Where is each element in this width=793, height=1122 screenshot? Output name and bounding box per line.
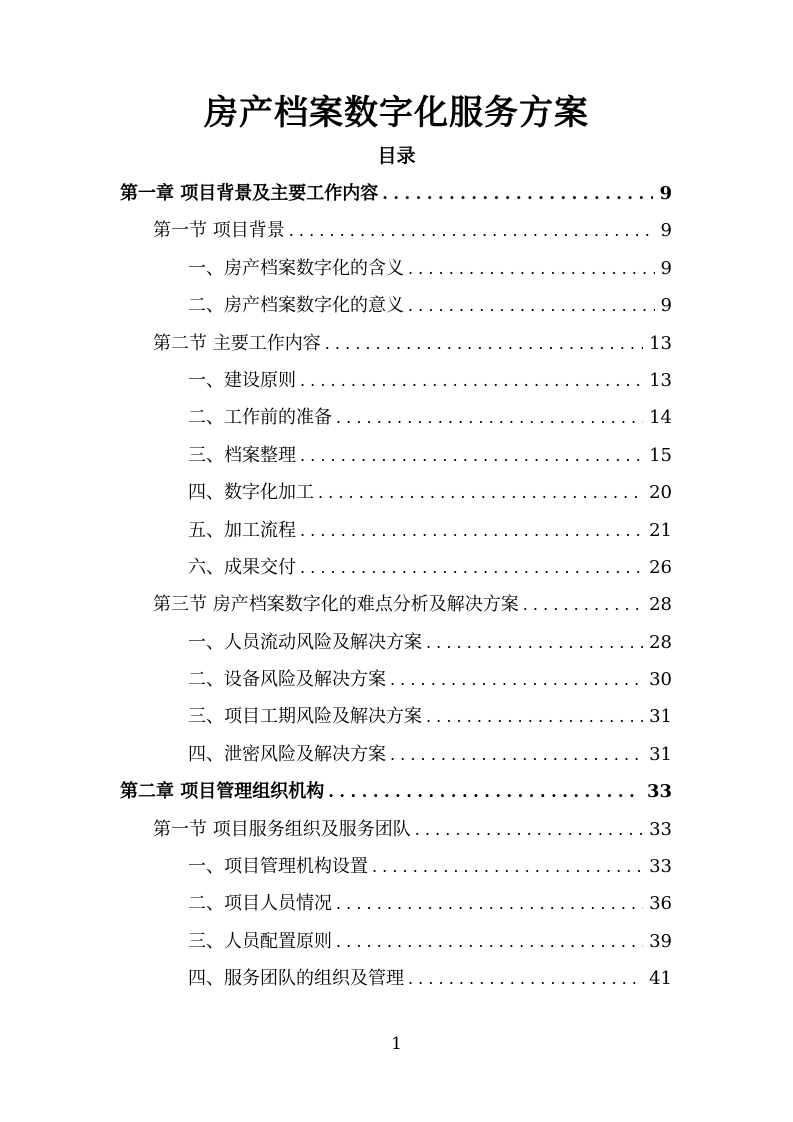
toc-dot-leader bbox=[318, 474, 643, 511]
toc-dot-leader bbox=[426, 624, 643, 661]
toc-entry-section[interactable] bbox=[153, 811, 672, 848]
toc-entry-label: 四、泄密风险及解决方案 bbox=[188, 743, 386, 765]
toc-entry-page: 9 bbox=[660, 295, 672, 317]
toc-entry-item[interactable] bbox=[188, 437, 672, 474]
toc-entry-item[interactable] bbox=[188, 960, 672, 997]
toc-entry-page: 39 bbox=[649, 930, 672, 952]
toc-entry-label: 第一章 项目背景及主要工作内容 bbox=[120, 183, 379, 204]
toc-entry-item[interactable] bbox=[188, 250, 672, 287]
toc-entry-label: 二、设备风险及解决方案 bbox=[188, 669, 386, 691]
toc-entry-label: 第二章 项目管理组织机构 bbox=[120, 781, 325, 803]
toc-entry-item[interactable] bbox=[188, 698, 672, 735]
toc-entry-label: 第二节 主要工作内容 bbox=[153, 332, 321, 354]
toc-dot-leader bbox=[328, 773, 641, 810]
toc-entry-page: 36 bbox=[649, 893, 672, 915]
toc-entry-label: 二、工作前的准备 bbox=[188, 407, 332, 429]
document-title: 房产档案数字化服务方案 bbox=[204, 93, 589, 133]
toc-entry-page: 13 bbox=[649, 369, 672, 391]
toc-entry-page: 9 bbox=[660, 220, 672, 242]
toc-entry-item[interactable] bbox=[188, 549, 672, 586]
toc-entry-label: 六、成果交付 bbox=[188, 556, 296, 578]
toc-entry-page: 33 bbox=[649, 856, 672, 878]
toc-entry-label: 第一节 项目背景 bbox=[153, 220, 285, 242]
toc-entry-item[interactable] bbox=[188, 736, 672, 773]
toc-entry-item[interactable] bbox=[188, 923, 672, 960]
toc-entry-page: 31 bbox=[649, 743, 672, 765]
toc-entry-label: 三、项目工期风险及解决方案 bbox=[188, 706, 422, 728]
toc-dot-leader bbox=[300, 437, 643, 474]
toc-entry-label: 一、项目管理机构设置 bbox=[188, 856, 368, 878]
toc-entry-label: 第三节 房产档案数字化的难点分析及解决方案 bbox=[153, 594, 519, 616]
toc-dot-leader bbox=[390, 661, 643, 698]
toc-dot-leader bbox=[523, 586, 643, 623]
toc-entry-item[interactable] bbox=[188, 624, 672, 661]
toc-dot-leader bbox=[390, 736, 643, 773]
toc-dot-leader bbox=[289, 212, 655, 249]
toc-entry-page: 33 bbox=[649, 818, 672, 840]
toc-entry-label: 四、服务团队的组织及管理 bbox=[188, 968, 404, 990]
toc-entry-page: 21 bbox=[649, 519, 672, 541]
toc-entry-section[interactable] bbox=[153, 325, 672, 362]
toc-dot-leader bbox=[426, 698, 643, 735]
toc-entry-item[interactable] bbox=[188, 362, 672, 399]
toc-dot-leader bbox=[415, 811, 643, 848]
toc-entry-page: 33 bbox=[646, 781, 672, 803]
toc-dot-leader bbox=[382, 175, 653, 212]
toc-dot-leader bbox=[336, 885, 643, 922]
toc-entry-item[interactable] bbox=[188, 399, 672, 436]
toc-entry-page: 20 bbox=[649, 482, 672, 504]
toc-entry-item[interactable] bbox=[188, 474, 672, 511]
toc-entry-label: 三、档案整理 bbox=[188, 444, 296, 466]
toc-entry-page: 14 bbox=[649, 407, 672, 429]
toc-entry-section[interactable] bbox=[153, 586, 672, 623]
toc-entry-page: 9 bbox=[660, 257, 672, 279]
toc-entry-label: 二、房产档案数字化的意义 bbox=[188, 295, 404, 317]
toc-heading: 目录 bbox=[377, 145, 416, 167]
table-of-contents bbox=[0, 175, 793, 998]
toc-entry-item[interactable] bbox=[188, 885, 672, 922]
toc-entry-label: 一、建设原则 bbox=[188, 369, 296, 391]
toc-dot-leader bbox=[336, 399, 643, 436]
toc-entry-item[interactable] bbox=[188, 287, 672, 324]
toc-entry-page: 9 bbox=[659, 183, 672, 204]
toc-entry-page: 30 bbox=[649, 669, 672, 691]
toc-entry-page: 13 bbox=[649, 332, 672, 354]
toc-entry-item[interactable] bbox=[188, 661, 672, 698]
toc-entry-label: 一、人员流动风险及解决方案 bbox=[188, 631, 422, 653]
toc-entry-label: 三、人员配置原则 bbox=[188, 930, 332, 952]
toc-entry-page: 26 bbox=[649, 556, 672, 578]
toc-entry-section[interactable] bbox=[153, 212, 672, 249]
toc-entry-label: 一、房产档案数字化的含义 bbox=[188, 257, 404, 279]
toc-dot-leader bbox=[408, 287, 655, 324]
toc-dot-leader bbox=[325, 325, 643, 362]
toc-entry-item[interactable] bbox=[188, 512, 672, 549]
toc-entry-chapter[interactable] bbox=[120, 773, 672, 810]
toc-entry-item[interactable] bbox=[188, 848, 672, 885]
toc-dot-leader bbox=[408, 250, 655, 287]
toc-entry-page: 31 bbox=[649, 706, 672, 728]
toc-entry-chapter[interactable] bbox=[120, 175, 672, 212]
toc-dot-leader bbox=[372, 848, 643, 885]
toc-entry-page: 41 bbox=[649, 968, 672, 990]
toc-entry-page: 15 bbox=[649, 444, 672, 466]
toc-dot-leader bbox=[300, 549, 643, 586]
toc-entry-label: 四、数字化加工 bbox=[188, 482, 314, 504]
toc-entry-label: 二、项目人员情况 bbox=[188, 893, 332, 915]
toc-dot-leader bbox=[300, 512, 643, 549]
toc-entry-label: 五、加工流程 bbox=[188, 519, 296, 541]
toc-dot-leader bbox=[336, 923, 643, 960]
toc-dot-leader bbox=[300, 362, 643, 399]
toc-entry-page: 28 bbox=[649, 631, 672, 653]
toc-entry-label: 第一节 项目服务组织及服务团队 bbox=[153, 818, 411, 840]
toc-dot-leader bbox=[408, 960, 643, 997]
toc-entry-page: 28 bbox=[649, 594, 672, 616]
page-number: 1 bbox=[391, 1034, 402, 1054]
